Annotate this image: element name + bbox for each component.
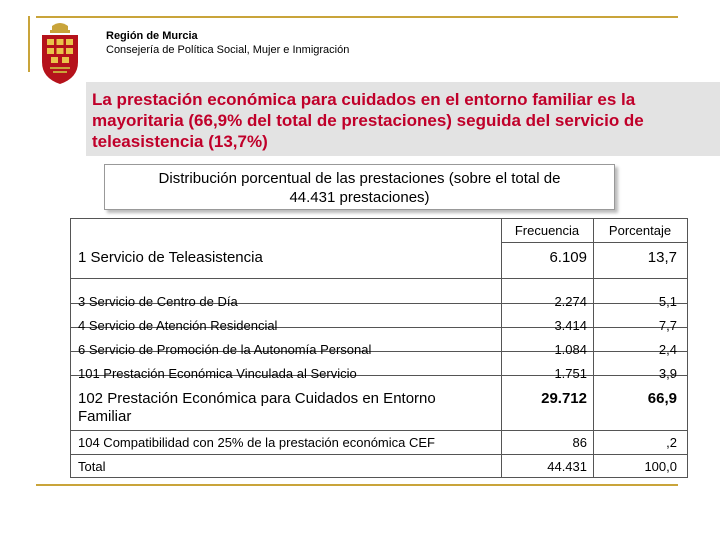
table-cell-porcentaje: 2,4	[658, 342, 677, 357]
table-title-line1: Distribución porcentual de las prestaciones (sobre el total de	[158, 170, 561, 187]
table-cell-porcentaje: 5,1	[658, 294, 677, 309]
row-divider	[501, 242, 687, 243]
row-divider	[71, 278, 687, 279]
table-cell-frecuencia: 86	[572, 435, 587, 450]
table-cell-porcentaje: 66,9	[647, 390, 677, 407]
footer-rule	[36, 484, 678, 486]
table-cell-frecuencia: 6.109	[549, 249, 587, 266]
table-title	[104, 164, 615, 210]
table-cell-frecuencia: 1.084	[554, 342, 587, 357]
column-header-porcentaje: Porcentaje	[608, 223, 672, 238]
column-header-frecuencia: Frecuencia	[514, 223, 580, 238]
table-cell-porcentaje: ,2	[666, 435, 677, 450]
table-cell-frecuencia-total: 44.431	[547, 459, 587, 474]
row-divider	[71, 430, 687, 431]
table-cell-porcentaje-total: 100,0	[644, 459, 677, 474]
headline-banner: La prestación económica para cuidados en el entorno familiar es la mayoritaria (66,9% del total de prestaciones) seguida del servicio de teleasistencia (13,7%)	[86, 82, 720, 156]
table-row-label: 4 Servicio de Atención Residencial	[78, 318, 278, 333]
table-cell-frecuencia: 3.414	[554, 318, 587, 333]
table-row-label: 101 Prestación Económica Vinculada al Servicio	[78, 366, 357, 381]
row-divider	[71, 454, 687, 455]
table-cell-porcentaje: 3,9	[658, 366, 677, 381]
table-row-label: 3 Servicio de Centro de Día	[78, 294, 238, 309]
department-name: Consejería de Política Social, Mujer e Inmigración	[106, 44, 350, 56]
table-cell-porcentaje: 7,7	[658, 318, 677, 333]
table-row-label-total: Total	[78, 459, 106, 474]
table-cell-porcentaje: 13,7	[647, 249, 677, 266]
prestaciones-table	[70, 218, 688, 478]
table-row-label: 6 Servicio de Promoción de la Autonomía Personal	[78, 342, 372, 357]
table-cell-frecuencia: 29.712	[541, 390, 587, 407]
header-top-rule	[36, 16, 678, 18]
table-row-label: 104 Compatibilidad con 25% de la prestación económica CEF	[78, 435, 435, 450]
table-cell-frecuencia: 1.751	[554, 366, 587, 381]
table-cell-frecuencia: 2.274	[554, 294, 587, 309]
header-left-rule	[28, 16, 30, 72]
table-row-label: 1 Servicio de Teleasistencia	[78, 249, 263, 266]
org-name: Región de Murcia	[106, 30, 198, 42]
table-row-label: 102 Prestación Económica para Cuidados en Entorno Familiar	[78, 390, 436, 425]
region-crest-icon	[38, 22, 82, 86]
table-title-line2: 44.431 prestaciones)	[289, 189, 430, 206]
